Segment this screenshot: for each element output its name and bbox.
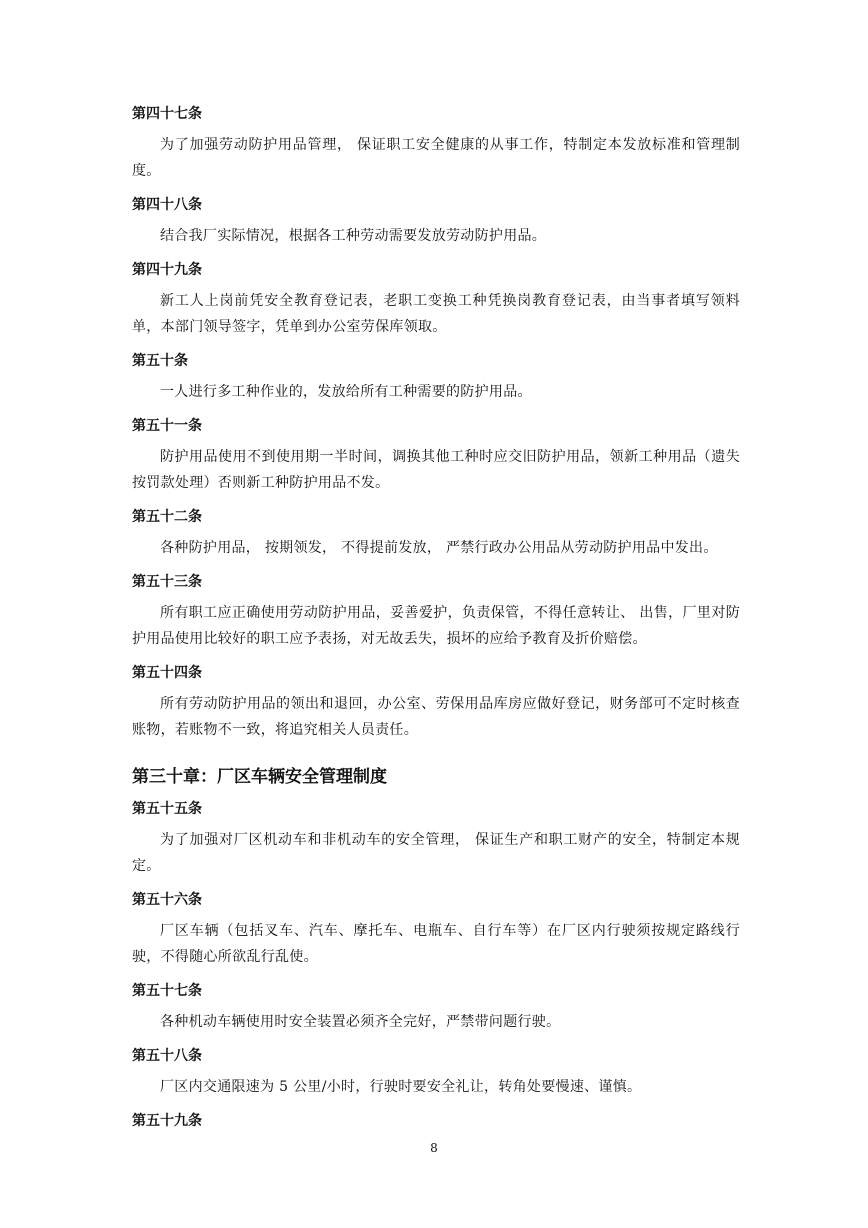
article-56-title: 第五十六条 [132, 892, 202, 908]
article-50-body: 一人进行多工种作业的，发放给所有工种需要的防护用品。 [160, 384, 532, 400]
article-58-body: 厂区内交通限速为 5 公里/小时，行驶时要安全礼让，转角处要慢速、谨慎。 [160, 1079, 642, 1095]
article-49-body: 新工人上岗前凭安全教育登记表，老职工变换工种凭换岗教育登记表，由当事者填写领料单，本部门领导签字，凭单到办公室劳保库领取。 [132, 293, 740, 335]
page-number: 8 [430, 1141, 438, 1155]
article-52-title: 第五十二条 [132, 509, 202, 525]
article-48-body: 结合我厂实际情况，根据各工种劳动需要发放劳动防护用品。 [160, 228, 547, 244]
article-51-title: 第五十一条 [132, 418, 202, 434]
article-52-body: 各种防护用品， 按期领发， 不得提前发放， 严禁行政办公用品从劳动防护用品中发出。 [160, 540, 718, 556]
article-58-title: 第五十八条 [132, 1048, 202, 1064]
article-53-body: 所有职工应正确使用劳动防护用品，妥善爱护，负责保管，不得任意转让、 出售，厂里对防护用品使用比较好的职工应予表扬，对无故丢失，损坏的应给予教育及折价赔偿。 [132, 605, 740, 647]
article-53-title: 第五十三条 [132, 574, 202, 590]
article-56-body: 厂区车辆（包括叉车、汽车、摩托车、电瓶车、自行车等）在厂区内行驶须按规定路线行驶，不得随心所欲乱行乱使。 [132, 923, 740, 965]
article-47-title: 第四十七条 [132, 106, 202, 122]
article-47-body: 为了加强劳动防护用品管理， 保证职工安全健康的从事工作，特制定本发放标准和管理制度。 [132, 137, 740, 179]
article-54-title: 第五十四条 [132, 665, 202, 681]
article-59-title: 第五十九条 [132, 1113, 202, 1129]
article-55-body: 为了加强对厂区机动车和非机动车的安全管理， 保证生产和职工财产的安全，特制定本规定。 [132, 832, 740, 874]
article-57-body: 各种机动车辆使用时安全装置必须齐全完好，严禁带问题行驶。 [160, 1014, 561, 1030]
chapter-title: 第三十章：厂区车辆安全管理制度 [132, 767, 387, 787]
article-54-body: 所有劳动防护用品的领出和退回，办公室、劳保用品库房应做好登记，财务部可不定时核查账物，若账物不一致，将追究相关人员责任。 [132, 696, 740, 738]
article-49-title: 第四十九条 [132, 262, 202, 278]
article-50-title: 第五十条 [132, 353, 188, 369]
article-57-title: 第五十七条 [132, 983, 202, 999]
article-48-title: 第四十八条 [132, 197, 202, 213]
article-51-body: 防护用品使用不到使用期一半时间，调换其他工种时应交旧防护用品，领新工种用品（遗失按罚款处理）否则新工种防护用品不发。 [132, 449, 740, 491]
article-55-title: 第五十五条 [132, 801, 202, 817]
